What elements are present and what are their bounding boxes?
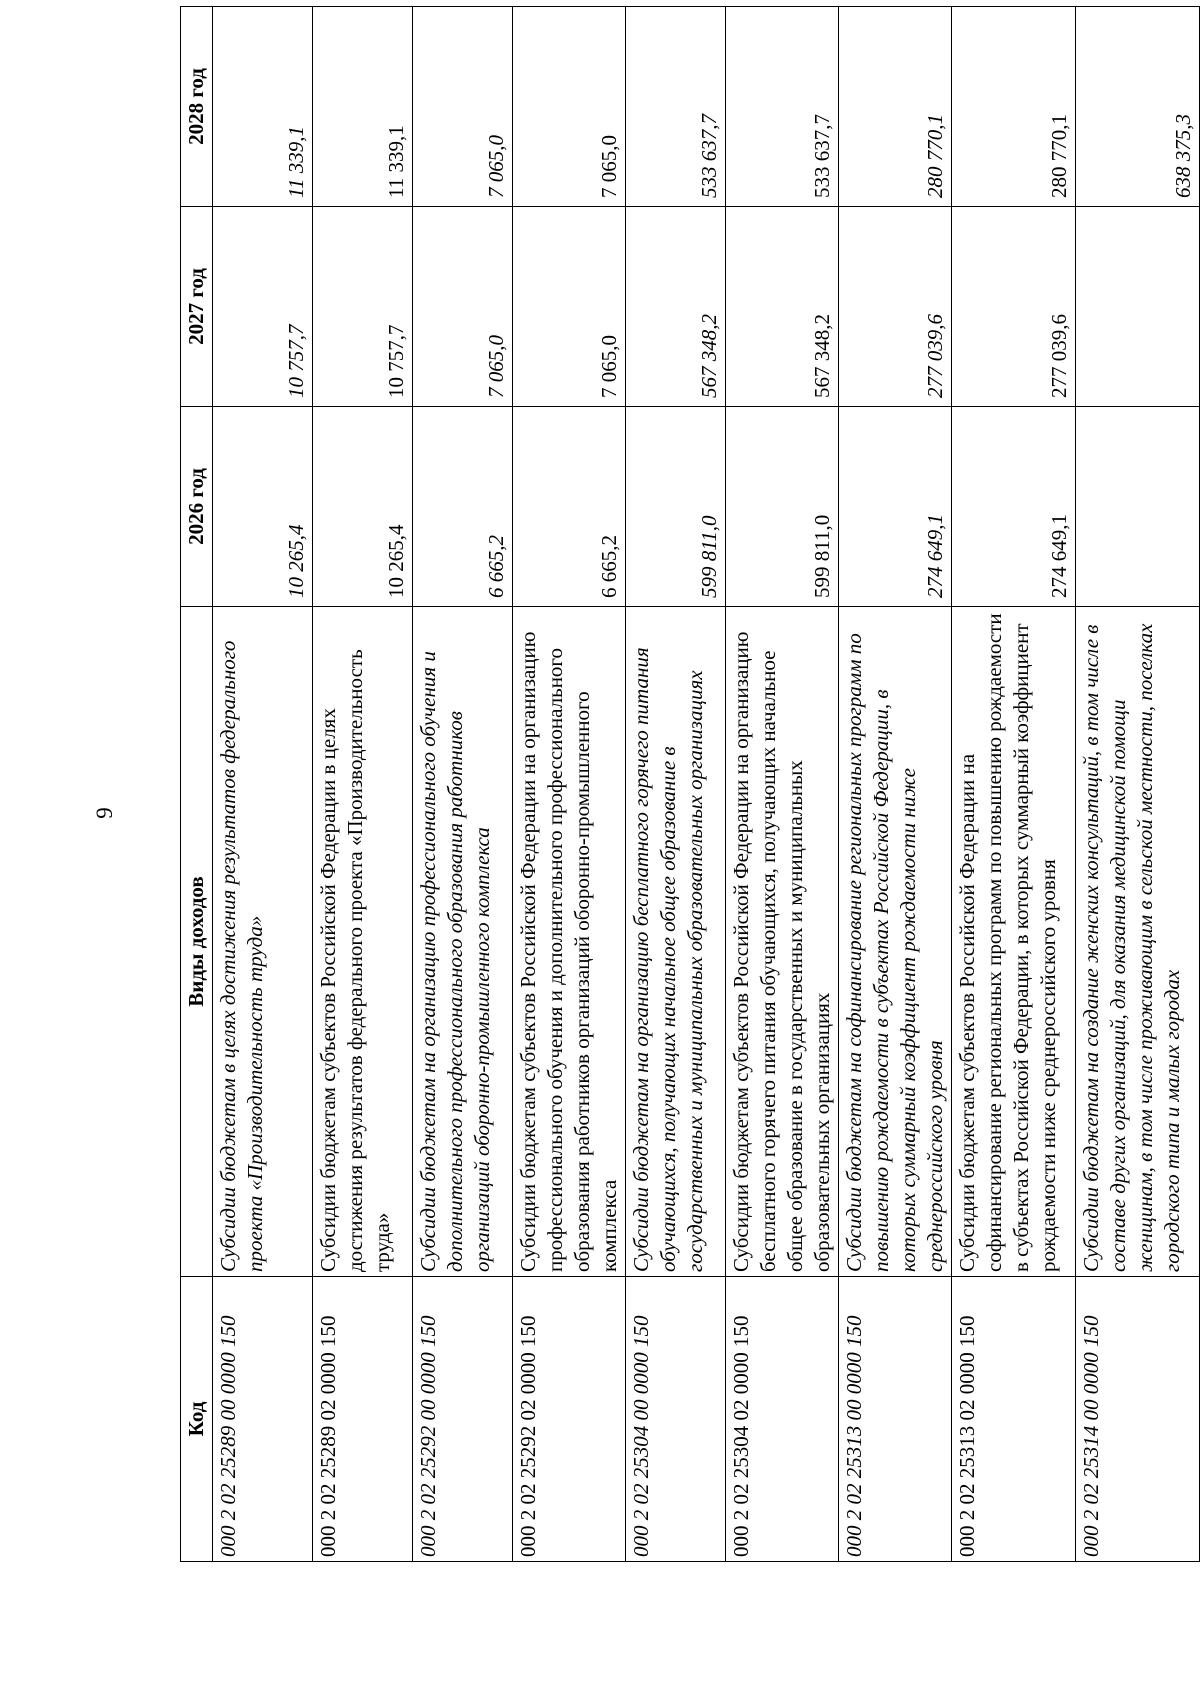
- row-value-2028: 7 065,0: [513, 7, 626, 207]
- row-value-2027: 10 757,7: [213, 207, 313, 407]
- header-revenue-type: Виды доходов: [181, 607, 213, 1277]
- revenue-table-container: [180, 7, 1200, 1562]
- row-revenue-type: Субсидии бюджетам субъектов Российской Федерации на организацию профессионального обучения и дополнительного профессионального образования работников организаций оборонно-промышленного комплекса: [513, 607, 626, 1277]
- row-value-2027: 567 348,2: [626, 207, 726, 407]
- table-row: [213, 7, 313, 1562]
- row-value-2027: 277 039,6: [952, 207, 1076, 407]
- row-value-2028: 11 339,1: [313, 7, 413, 207]
- table-row: [513, 7, 626, 1562]
- row-code: 000 2 02 25292 00 0000 150: [413, 1277, 513, 1562]
- row-value-2027: 7 065,0: [413, 207, 513, 407]
- header-code: Код: [181, 1277, 213, 1562]
- table-row: [952, 7, 1076, 1562]
- row-value-2027: 10 757,7: [313, 207, 413, 407]
- row-revenue-type: Субсидии бюджетам в целях достижения результатов федерального проекта «Производительность труда»: [213, 607, 313, 1277]
- row-code: 000 2 02 25292 02 0000 150: [513, 1277, 626, 1562]
- row-value-2028: 7 065,0: [413, 7, 513, 207]
- row-revenue-type: Субсидии бюджетам на создание женских консультаций, в том числе в составе других организаций, для оказания медицинской помощи женщинам, в том числе проживающим в сельской местности, поселках городского типа и малых городах: [1076, 607, 1200, 1277]
- row-value-2026: [1076, 407, 1200, 607]
- row-value-2027: 7 065,0: [513, 207, 626, 407]
- row-code: 000 2 02 25289 00 0000 150: [213, 1277, 313, 1562]
- table-row: [413, 7, 513, 1562]
- row-revenue-type: Субсидии бюджетам на организацию профессионального обучения и дополнительного профессионального образования работников организаций оборонно-промышленного комплекса: [413, 607, 513, 1277]
- row-value-2026: 274 649,1: [952, 407, 1076, 607]
- row-value-2028: 280 770,1: [952, 7, 1076, 207]
- row-code: 000 2 02 25313 00 0000 150: [839, 1277, 952, 1562]
- row-value-2028: 533 637,7: [726, 7, 839, 207]
- page-number: 9: [92, 807, 117, 819]
- row-value-2027: 277 039,6: [839, 207, 952, 407]
- row-code: 000 2 02 25314 00 0000 150: [1076, 1277, 1200, 1562]
- row-code: 000 2 02 25313 02 0000 150: [952, 1277, 1076, 1562]
- revenue-table: [180, 6, 1200, 1562]
- row-value-2026: 10 265,4: [313, 407, 413, 607]
- row-value-2026: 599 811,0: [726, 407, 839, 607]
- table-row: [839, 7, 952, 1562]
- rotated-page: [90, 0, 1195, 1626]
- row-code: 000 2 02 25304 00 0000 150: [626, 1277, 726, 1562]
- row-value-2028: 638 375,3: [1076, 7, 1200, 207]
- row-revenue-type: Субсидии бюджетам на софинансирование региональных программ по повышению рождаемости в субъектах Российской Федерации, в которых суммарный коэффициент рождаемости ниже среднероссийского уровня: [839, 607, 952, 1277]
- header-2027: 2027 год: [181, 207, 213, 407]
- row-revenue-type: Субсидии бюджетам на организацию бесплатного горячего питания обучающихся, получающих начальное общее образование в государственных и муниципальных образовательных организациях: [626, 607, 726, 1277]
- row-value-2026: 6 665,2: [413, 407, 513, 607]
- table-row: [1076, 7, 1200, 1562]
- row-value-2027: [1076, 207, 1200, 407]
- row-value-2028: 11 339,1: [213, 7, 313, 207]
- row-value-2028: 280 770,1: [839, 7, 952, 207]
- row-code: 000 2 02 25304 02 0000 150: [726, 1277, 839, 1562]
- header-2026: 2026 год: [181, 407, 213, 607]
- row-revenue-type: Субсидии бюджетам субъектов Российской Федерации в целях достижения результатов федерального проекта «Производительность труда»: [313, 607, 413, 1277]
- row-value-2026: 274 649,1: [839, 407, 952, 607]
- table-row: [726, 7, 839, 1562]
- row-value-2026: 10 265,4: [213, 407, 313, 607]
- row-revenue-type: Субсидии бюджетам субъектов Российской Федерации на организацию бесплатного горячего питания обучающихся, получающих начальное общее образование в государственных и муниципальных образовательных организациях: [726, 607, 839, 1277]
- row-value-2027: 567 348,2: [726, 207, 839, 407]
- row-value-2026: 599 811,0: [626, 407, 726, 607]
- row-code: 000 2 02 25289 02 0000 150: [313, 1277, 413, 1562]
- row-value-2028: 533 637,7: [626, 7, 726, 207]
- table-header-row: [181, 7, 213, 1562]
- table-row: [626, 7, 726, 1562]
- table-row: [313, 7, 413, 1562]
- row-value-2026: 6 665,2: [513, 407, 626, 607]
- row-revenue-type: Субсидии бюджетам субъектов Российской Федерации на софинансирование региональных программ по повышению рождаемости в субъектах Российской Федерации, в которых суммарный коэффициент рождаемости ниже среднероссийского уровня: [952, 607, 1076, 1277]
- header-2028: 2028 год: [181, 7, 213, 207]
